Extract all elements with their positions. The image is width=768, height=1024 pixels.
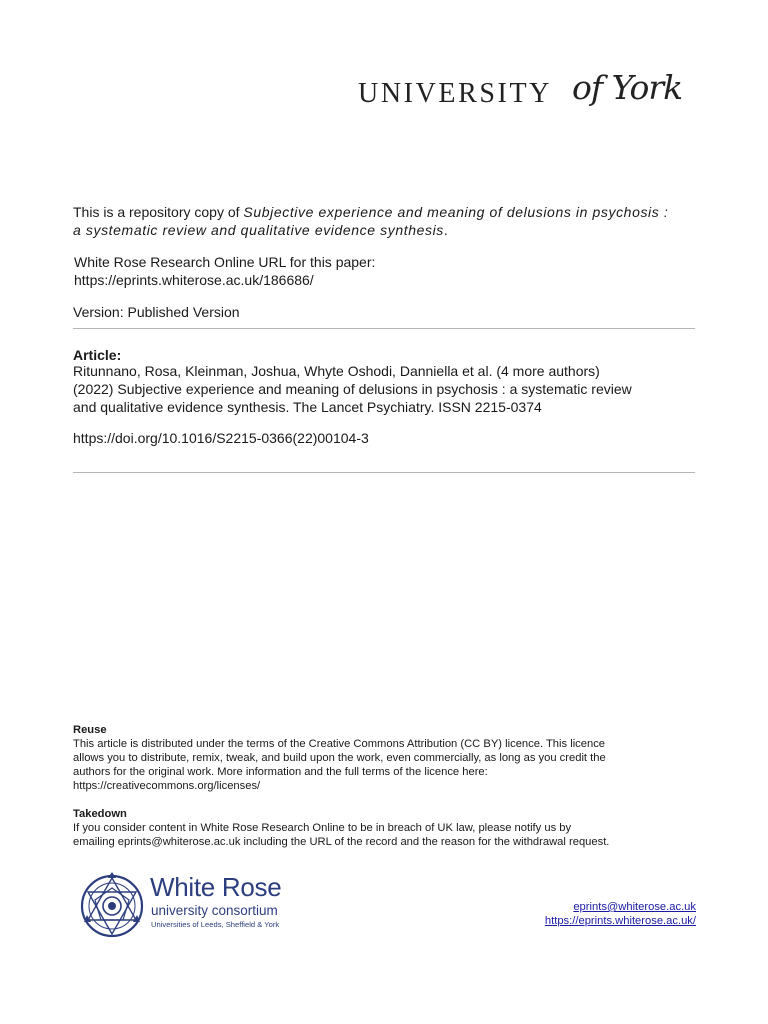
repository-url-label: White Rose Research Online URL for this paper: bbox=[74, 254, 376, 270]
repository-url-block bbox=[74, 253, 694, 289]
reuse-line-2: allows you to distribute, remix, tweak, and build upon the work, even commercially, as long as you credit the bbox=[73, 752, 606, 764]
contact-email-link[interactable]: eprints@whiterose.ac.uk bbox=[573, 901, 696, 913]
reuse-line-1: This article is distributed under the terms of the Creative Commons Attribution (CC BY) licence. This licence bbox=[73, 738, 606, 750]
divider-top bbox=[73, 328, 695, 329]
paper-title-line-2: a systematic review and qualitative evidence synthesis bbox=[73, 222, 444, 238]
repository-notice bbox=[73, 203, 698, 239]
white-rose-emblem-icon bbox=[78, 868, 146, 940]
contact-website-link[interactable]: https://eprints.whiterose.ac.uk/ bbox=[544, 915, 696, 927]
doi-link[interactable]: https://doi.org/10.1016/S2215-0366(22)00104-3 bbox=[73, 430, 369, 446]
repository-url[interactable]: https://eprints.whiterose.ac.uk/186686/ bbox=[74, 272, 314, 288]
intro-prefix: This is a repository copy of bbox=[73, 204, 244, 220]
intro-suffix: . bbox=[443, 222, 448, 238]
university-of-york-logo bbox=[358, 68, 698, 122]
version-text: Version: Published Version bbox=[73, 304, 240, 320]
citation-line-2: (2022) Subjective experience and meaning of delusions in psychosis : a systematic review bbox=[73, 381, 632, 397]
takedown-line-1: If you consider content in White Rose Research Online to be in breach of UK law, please notify us by bbox=[73, 822, 572, 834]
article-citation bbox=[73, 362, 698, 416]
takedown-line-2: emailing eprints@whiterose.ac.uk including the URL of the record and the reason for the withdrawal request. bbox=[73, 836, 610, 848]
reuse-body bbox=[73, 737, 698, 793]
university-wordmark: UNIVERSITY bbox=[358, 78, 552, 109]
citation-line-3: and qualitative evidence synthesis. The Lancet Psychiatry. ISSN 2215-0374 bbox=[73, 399, 542, 415]
citation-line-1: Ritunnano, Rosa, Kleinman, Joshua, Whyte Oshodi, Danniella et al. (4 more authors) bbox=[73, 363, 600, 379]
reuse-line-3: authors for the original work. More information and the full terms of the licence here: bbox=[73, 766, 488, 778]
white-rose-universities: Universities of Leeds, Sheffield & York bbox=[151, 920, 280, 929]
takedown-body bbox=[73, 821, 698, 849]
white-rose-subtitle: university consortium bbox=[151, 903, 278, 918]
paper-title-line-1: Subjective experience and meaning of delusions in psychosis : bbox=[243, 204, 669, 220]
takedown-heading: Takedown bbox=[73, 808, 127, 820]
licence-url[interactable]: https://creativecommons.org/licenses/ bbox=[73, 780, 261, 792]
article-heading: Article: bbox=[73, 347, 122, 363]
white-rose-logo bbox=[78, 868, 308, 940]
divider-bottom bbox=[73, 472, 695, 473]
of-york-script: of York bbox=[572, 68, 683, 107]
reuse-heading: Reuse bbox=[73, 724, 107, 736]
contact-links bbox=[545, 900, 696, 928]
white-rose-title: White Rose bbox=[150, 872, 282, 902]
